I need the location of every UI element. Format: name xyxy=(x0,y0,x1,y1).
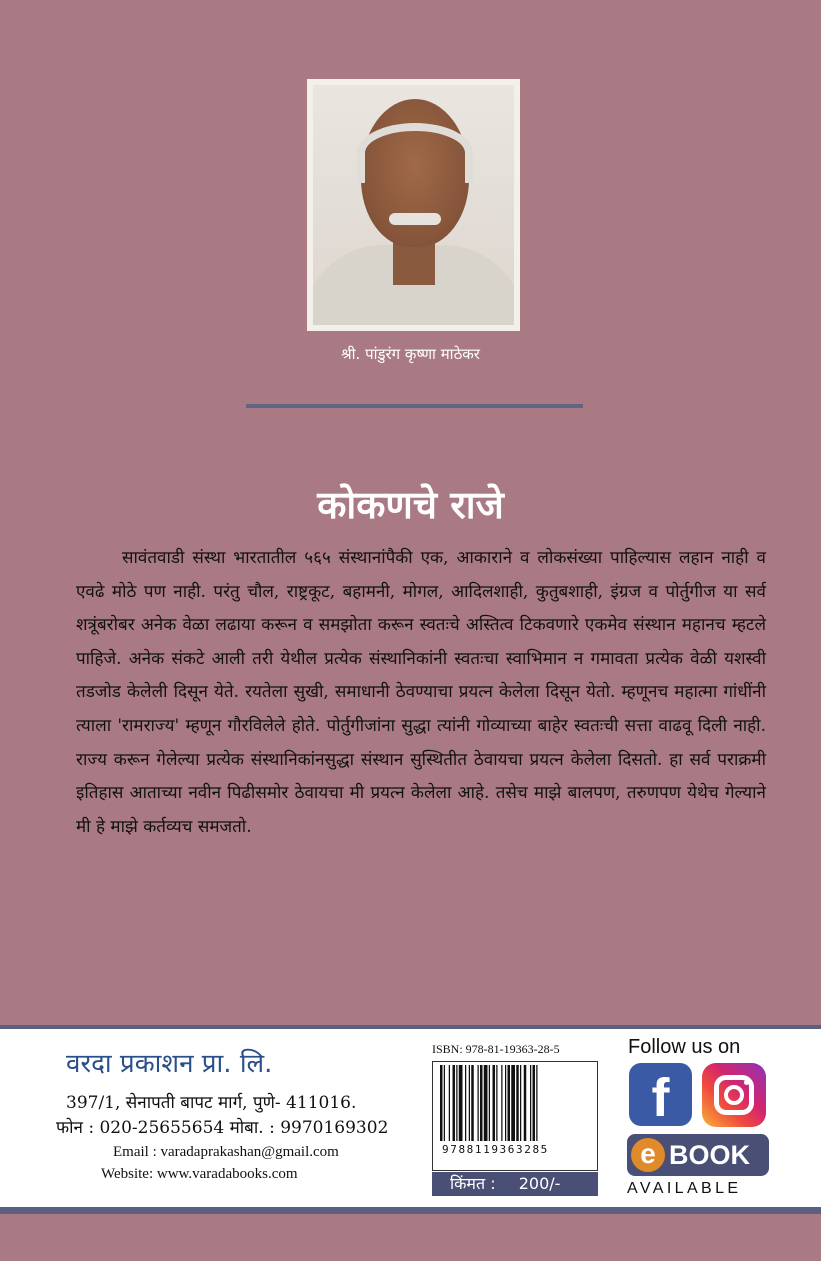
barcode-bar xyxy=(471,1065,474,1141)
barcode-bar xyxy=(465,1065,466,1141)
barcode-bar xyxy=(508,1065,511,1141)
ebook-icon[interactable] xyxy=(627,1134,769,1176)
book-title: कोकणचे राजे xyxy=(317,482,504,527)
barcode-bar xyxy=(524,1065,527,1141)
author-portrait-image xyxy=(313,85,514,325)
publisher-phone: फोन : 020-25655654 मोबा. : 9970169302 xyxy=(56,1118,389,1138)
blurb-text: सावंतवाडी संस्था भारतातील ५६५ संस्थानांपैकी एक, आकाराने व लोकसंख्या पाहिल्यास लहान नाही व एवढे मोठे पण नाही. परंतु चौल, राष्ट्रकूट, बहामनी, मोगल, आदिलशाही, कुतुबशाही, इंग्रज व पोर्तुगीज या सर्व शत्रूंबरोबर अनेक वेळा लढाया करून व समझोता करून स्वतःचे अस्तित्व टिकवणारे एकमेव संस्थान महानच म्हटले पाहिजे. अनेक संकटे आली तरी येथील प्रत्येक संस्थानिकांनी स्वतःचा स्वाभिमान न गमावता प्रत्येक वेळी यशस्वी तडजोड केलेली दिसून येते. रयतेला सुखी, समाधानी ठेवण्याचा प्रयत्न केलेला दिसून येतो. म्हणूनच महात्मा गांधींनी त्याला 'रामराज्य' म्हणून गौरविलेले होते. पोर्तुगीजांना सुद्धा त्यांनी गोव्याच्या बाहेर स्वतःची सत्ता वाढवू दिली नाही. राज्य करून गेलेल्या प्रत्येक संस्थानिकांनसुद्धा संस्थान सुस्थितीत ठेवायचा प्रयत्न केलेला दिसतो. हा सर्व पराक्रमी इतिहास आताच्या नवीन पिढीसमोर ठेवायचा मी प्रयत्न केलेला आहे. तसेच माझे बालपण, तरुणपण येथेच गेल्याने मी हे माझे कर्तव्यच समजतो. xyxy=(76,548,766,837)
barcode-bar xyxy=(530,1065,531,1141)
facebook-letter: f xyxy=(651,1068,670,1126)
publisher-name: वरदा प्रकाशन प्रा. लि. xyxy=(66,1049,273,1079)
barcode-bar xyxy=(469,1065,470,1141)
barcode-bar xyxy=(489,1065,490,1141)
isbn-label: ISBN: 978-81-19363-28-5 xyxy=(432,1042,560,1056)
divider-line xyxy=(246,404,583,408)
follow-us-text: Follow us on xyxy=(628,1036,741,1058)
publisher-address: 397/1, सेनापती बापट मार्ग, पुणे- 411016. xyxy=(66,1093,357,1113)
publisher-email[interactable]: Email : varadaprakashan@gmail.com xyxy=(113,1144,339,1160)
barcode-icon xyxy=(438,1065,592,1143)
available-text: AVAILABLE xyxy=(627,1180,742,1197)
publisher-website[interactable]: Website: www.varadabooks.com xyxy=(101,1166,298,1182)
barcode-bar xyxy=(516,1065,519,1141)
barcode-bar xyxy=(484,1065,488,1141)
barcode-bar xyxy=(453,1065,456,1141)
barcode-bar xyxy=(496,1065,497,1141)
price-value: 200/- xyxy=(518,1174,561,1193)
barcode-bar xyxy=(456,1065,457,1141)
ebook-text: BOOK xyxy=(669,1140,750,1170)
bottom-accent-strip xyxy=(0,1207,821,1214)
barcode-bar xyxy=(444,1065,445,1141)
barcode-bar xyxy=(501,1065,502,1141)
barcode-bar xyxy=(459,1065,463,1141)
barcode-bar xyxy=(478,1065,479,1141)
barcode-bar xyxy=(511,1065,515,1141)
barcode-bar xyxy=(505,1065,506,1141)
ebook-letter: e xyxy=(631,1138,665,1172)
instagram-icon[interactable] xyxy=(702,1063,766,1127)
barcode-bar xyxy=(449,1065,450,1141)
facebook-icon[interactable] xyxy=(629,1063,692,1126)
barcode-bar xyxy=(440,1065,443,1141)
price-label: किंमत : xyxy=(450,1174,496,1193)
barcode-bar xyxy=(520,1065,521,1141)
author-photo xyxy=(307,79,520,331)
barcode-bar xyxy=(493,1065,496,1141)
barcode-digits: 9788119363285 xyxy=(442,1143,549,1156)
author-name: श्री. पांडुरंग कृष्णा माठेकर xyxy=(341,345,480,363)
barcode-bar xyxy=(536,1065,537,1141)
price-box xyxy=(432,1172,598,1196)
barcode-bar xyxy=(480,1065,483,1141)
barcode-bar xyxy=(533,1065,536,1141)
